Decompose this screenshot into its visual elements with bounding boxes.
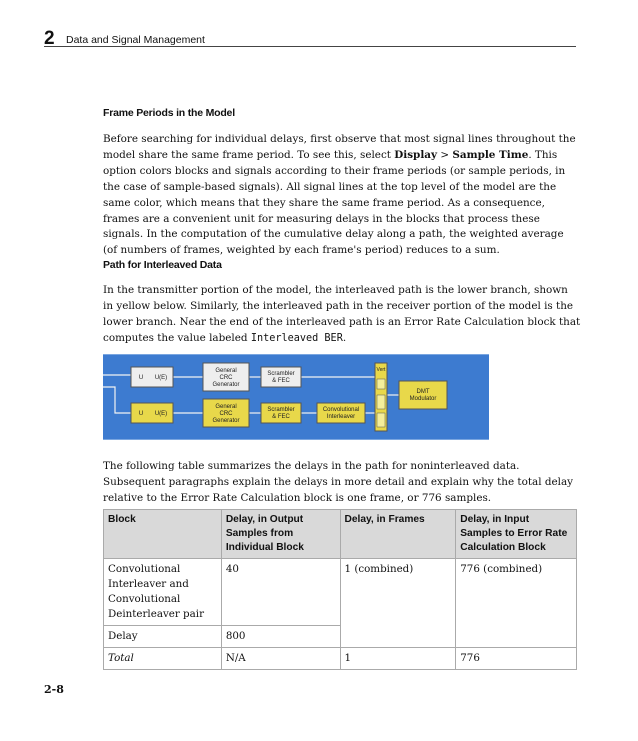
para-text: In the transmitter portion of the model, the interleaved path is the lower branch, shown in yellow below. Similarly, the interleaved path in the receiver portion of the model is the lower branch. Near the end of the interleaved path is an Error Rate Calculation block that computes the value labeled	[103, 284, 581, 344]
vert-label: Vert	[376, 367, 386, 373]
dmt-1: DMT	[416, 389, 430, 395]
vert-port	[377, 395, 385, 409]
table-cell: Delay	[104, 626, 222, 648]
table-header: Delay, in Output Samples from Individual Block	[221, 510, 340, 559]
scr-lower-1: Scrambler	[267, 407, 295, 413]
crc-upper-3: Generator	[212, 382, 240, 388]
paragraph-summary: The following table summarizes the delays in the path for noninterleaved data. Subsequent paragraphs explain the delays in more detail and explain why the total delay relative to the Error Rate Calculation block is one frame, or 776 samples.	[103, 460, 574, 504]
conv-2: Interleaver	[326, 414, 356, 420]
table-header: Delay, in Input Samples to Error Rate Calculation Block	[456, 510, 577, 559]
dmt-2: Modulator	[409, 396, 437, 402]
table-row	[104, 648, 577, 670]
table-cell: N/A	[221, 648, 340, 670]
chapter-number: 2	[44, 28, 55, 49]
para-text: Before searching for individual delays, first observe that most signal lines throughout the model share the same frame period. To see this, select	[103, 133, 576, 161]
ue-lower: U(E)	[154, 411, 168, 417]
conv-1: Convolutional	[322, 407, 360, 413]
section-title-interleaved: Path for Interleaved Data	[103, 259, 222, 271]
menu-sample-time: Sample Time	[452, 148, 529, 161]
scr-upper-2: & FEC	[272, 378, 290, 384]
table-cell: 40	[221, 559, 340, 626]
header-rule	[44, 46, 576, 47]
table-cell: 776 (combined)	[456, 559, 577, 648]
paragraph-interleaved	[103, 283, 581, 347]
code-interleaved-ber: Interleaved BER	[250, 332, 343, 344]
crc-upper-1: General	[215, 368, 237, 374]
dmt-modulator-block	[399, 381, 447, 409]
crc-lower-2: CRC	[219, 411, 233, 417]
crc-lower-1: General	[215, 404, 237, 410]
scrambler-block-lower	[261, 403, 301, 423]
table-header: Block	[104, 510, 222, 559]
table-header: Delay, in Frames	[340, 510, 456, 559]
crc-lower-3: Generator	[212, 418, 240, 424]
table-cell: Convolutional Interleaver and Convolutional Deinterleaver pair	[104, 559, 222, 626]
ue-upper: U(E)	[154, 375, 168, 381]
menu-display: Display	[394, 148, 438, 161]
table-cell: 1	[340, 648, 456, 670]
scrambler-block-upper	[261, 367, 301, 387]
page-number: 2-8	[44, 683, 64, 696]
u-lower: U	[138, 411, 144, 417]
vert-port	[377, 413, 385, 427]
section-title-frame-periods: Frame Periods in the Model	[103, 107, 235, 119]
para-text: . This option colors blocks and signals according to their frame periods (or sample periods, in the case of sample-based signals). All signal lines at the top level of the model are the same color, which means that they share the same frame period. As a consequence, frames are a convenient unit for measuring delays in the blocks that process these signals. In the computation of the cumulative delay along a path, the weighted average (of numbers of frames, weighted by each frame's period) reduces to a sum.	[103, 148, 566, 257]
chapter-title: Data and Signal Management	[66, 34, 205, 46]
conv-interleaver-block	[317, 403, 365, 423]
table-cell: 1 (combined)	[340, 559, 456, 648]
menu-separator: >	[437, 148, 453, 161]
scr-upper-1: Scrambler	[267, 371, 295, 377]
table-cell: Total	[104, 648, 222, 670]
paragraph-frame-periods	[103, 132, 581, 259]
model-diagram	[103, 354, 489, 440]
table-cell: 776	[456, 648, 577, 670]
table-header-row	[104, 510, 577, 559]
u-upper: U	[138, 375, 144, 381]
model-diagram-svg	[103, 355, 489, 439]
scr-lower-2: & FEC	[272, 414, 290, 420]
para-text: .	[342, 331, 347, 344]
delay-table	[103, 509, 577, 670]
table-cell: 800	[221, 626, 340, 648]
crc-upper-2: CRC	[219, 375, 233, 381]
vert-port	[377, 379, 385, 389]
table-row	[104, 559, 577, 626]
